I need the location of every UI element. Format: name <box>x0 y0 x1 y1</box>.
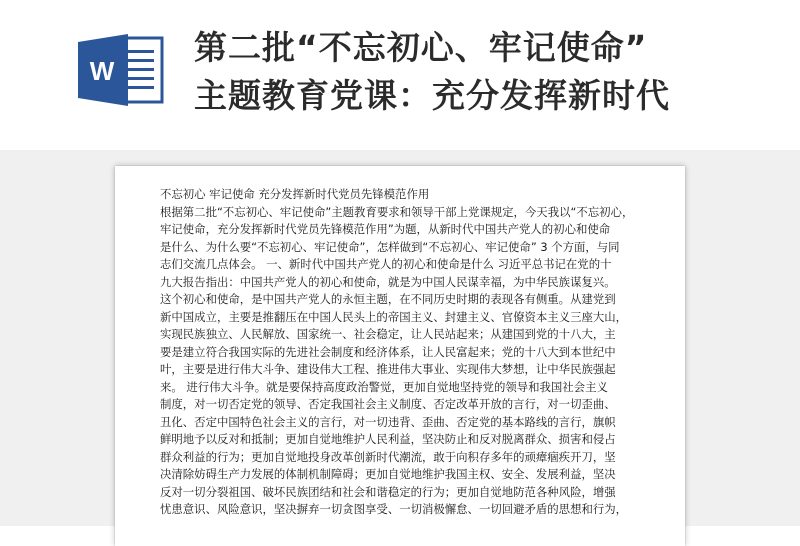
document-text-line: 叶，主要是进行伟大斗争、建设伟大工程、推进伟大事业、实现伟大梦想，让中华民族强起 <box>160 362 616 376</box>
document-text-line: 忧患意识、风险意识，坚决摒弃一切贪图享受、一切消极懈怠、一切回避矛盾的思想和行为， <box>160 502 628 516</box>
title-line-1: 第二批“不忘初心、牢记使命” <box>194 28 648 67</box>
document-text-line: 要是建立符合我国实际的先进社会制度和经济体系，让人民富起来；党的十八大到本世纪中 <box>160 344 616 359</box>
document-text-line: 鲜明地予以反对和抵制；更加自觉地维护人民利益，坚决防止和反对脱离群众、损害和侵占 <box>160 432 616 446</box>
document-text-line: 新中国成立，主要是推翻压在中国人民头上的帝国主义、封建主义、官僚资本主义三座大山， <box>160 309 628 324</box>
document-text-line: 是什么、为什么要“不忘初心、牢记使命”，怎样做到“不忘初心、牢记使命” 3 个方面，与同 <box>160 239 620 254</box>
title-line-2: 主题教育党课：充分发挥新时代 <box>194 76 670 115</box>
document-text-line: 丑化、否定中国特色社会主义的言行，对一切违背、歪曲、否定党的基本路线的言行，旗帜 <box>160 414 616 429</box>
document-text-line: 牢记使命，充分发挥新时代党员先锋模范作用”为题，从新时代中国共产党人的初心和使命 <box>160 222 611 236</box>
document-text-line: 群众利益的行为；更加自觉地投身改革创新时代潮流，敢于向积存多年的顽瘴痼疾开刀，坚 <box>160 449 616 464</box>
document-text-line: 根据第二批“不忘初心、牢记使命”主题教育要求和领导干部上党课规定，今天我以“不忘初心， <box>160 204 634 219</box>
document-text-line: 反对一切分裂祖国、破坏民族团结和社会和谐稳定的行为；更加自觉地防范各种风险，增强 <box>160 484 616 499</box>
document-text-line: 决清除妨碍生产力发展的体制机制障碍；更加自觉地维护我国主权、安全、发展利益，坚决 <box>160 467 616 481</box>
document-text-line: 来。 进行伟大斗争。就是要保持高度政治警觉，更加自觉地坚持党的领导和我国社会主义 <box>160 379 608 394</box>
page-title <box>194 24 784 120</box>
document-heading: 不忘初心 牢记使命 充分发挥新时代党员先锋模范作用 <box>160 187 430 201</box>
document-text-line: 志们交流几点体会。 一、新时代中国共产党人的初心和使命是什么 习近平总书记在党的十 <box>160 257 612 271</box>
document-text-line: 制度，对一切否定党的领导、否定我国社会主义制度、否定改革开放的言行，对一切歪曲、 <box>160 397 616 411</box>
document-text-line: 九大报告指出：中国共产党人的初心和使命，就是为中国人民谋幸福，为中华民族谋复兴。 <box>160 274 616 289</box>
document-text-line: 这个初心和使命，是中国共产党人的永恒主题，在不同历史时期的表现各有侧重。从建党到 <box>160 292 616 306</box>
header <box>0 0 800 150</box>
word-document-icon <box>76 32 166 108</box>
document-text-line: 实现民族独立、人民解放、国家统一、社会稳定，让人民站起来；从建国到党的十八大，主 <box>160 327 616 341</box>
document-body <box>160 186 645 519</box>
word-icon-letter: W <box>89 56 115 86</box>
